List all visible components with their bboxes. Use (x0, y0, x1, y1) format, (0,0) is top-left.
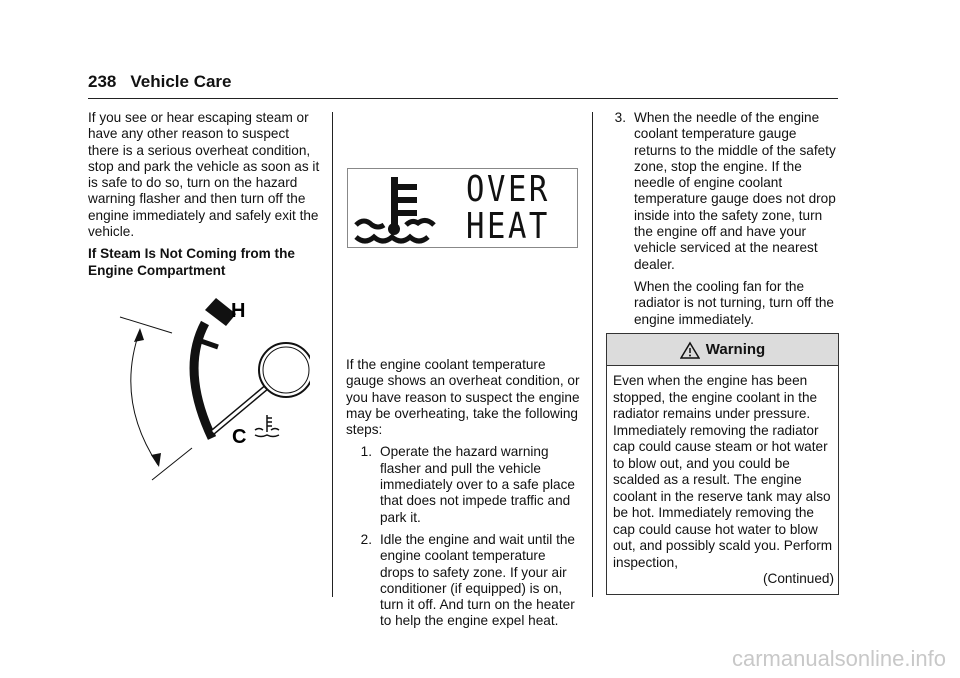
display-line-2: HEAT (466, 206, 550, 247)
zone-line (120, 317, 172, 333)
column-divider (592, 112, 593, 597)
list-item: 3. When the needle of the engine coolant temperature gauge returns to the middle of the safety zone, stop the engine. If the needle of engine coolant temperature gauge does not drop inside into the safety zone, turn the engine off and have your vehicle serviced at the nearest dealer. (614, 110, 836, 272)
list-item: 2. Idle the engine and wait until the engine coolant temperature drops to safety zone. If your air conditioner (if equipped) is on, turn it off. And turn on the heater to help the engine expel heat. (360, 531, 575, 629)
coolant-temp-icon (350, 169, 440, 247)
column-divider (332, 112, 333, 597)
page-header (88, 72, 246, 92)
paragraph: When the cooling fan for the radiator is not turning, turn off the engine immediately. (634, 278, 834, 327)
list-item: 1. Operate the hazard warning flasher and pull the vehicle immediately over to a safe place that does not impede traffic and park it. (360, 444, 575, 525)
temperature-gauge-illustration (110, 290, 310, 490)
range-arc (131, 330, 158, 465)
warning-box (606, 333, 839, 595)
column-1 (88, 110, 322, 285)
paragraph: If you see or hear escaping steam or have any other reason to suspect there is a serious overheat condition, stop and park the vehicle as soon as it is safe to do so, turn on the hazard warning flasher and then turn off the engine immediately and safely exit the vehicle. (88, 110, 320, 240)
arrow-down-icon (151, 453, 161, 467)
section-title: Vehicle Care (130, 72, 232, 91)
warning-title: Warning (705, 341, 766, 358)
continued-label: (Continued) (762, 571, 834, 586)
paragraph: If the engine coolant temperature gauge shows an overheat condition, or you have reason to suspect the engine may be overheating, take the following steps: (346, 357, 580, 438)
column-2 (346, 357, 580, 636)
header-rule (88, 98, 838, 99)
column-3 (600, 110, 838, 334)
display-line-1: OVER (466, 169, 550, 210)
arrow-up-icon (134, 328, 144, 342)
gauge-hub (259, 343, 310, 397)
watermark: carmanualsonline.info (731, 646, 946, 671)
warning-body: Even when the engine has been stopped, the engine coolant in the radiator remains under pressure. Immediately removing the radiator cap could cause steam or hot water to blow out, and you could be scalded as a result. The engine coolant in the reserve tank may also be hot. Immediately removing the cap could cause hot water to blow out, and possibly scald you. Perform inspection, (613, 373, 833, 570)
cold-label: C (232, 426, 247, 448)
hot-label: H (231, 300, 246, 322)
warning-header (607, 334, 838, 366)
overheat-display (347, 168, 578, 248)
subheading: If Steam Is Not Coming from the Engine Compartment (88, 246, 295, 278)
coolant-temp-icon (255, 415, 279, 437)
page-number: 238 (88, 72, 117, 91)
warning-triangle-icon (680, 341, 700, 359)
